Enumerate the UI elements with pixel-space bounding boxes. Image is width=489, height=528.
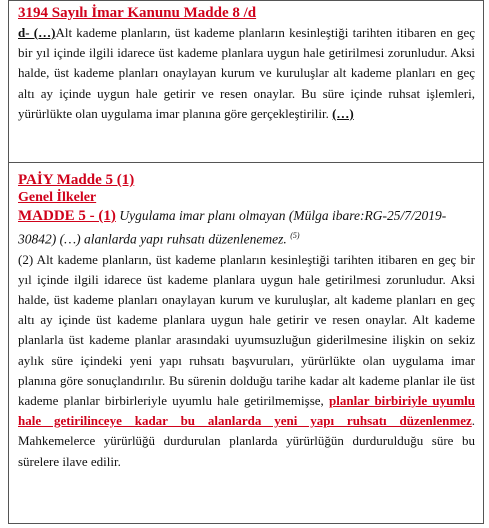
section2-subheading: Genel İlkeler bbox=[18, 190, 97, 205]
section1-body: Alt kademe planların, üst kademe planların kesinleştiği tarihten itibaren en geç bir yıl içinde ilgili idarece üst kademe planlara uygun hale getirilmesi zorunludur. Aksi halde, üst kademe planları onaylayan kurum ve kuruluşlar alt kademe planları en geç altı ay içinde uygun hale getirir ve resen onaylar. Bu süre içinde ruhsat işlemleri, yürürlükte olan uygulama imar planına göre gerçekleştirilir. bbox=[18, 25, 475, 121]
section2-highlight: planlar birbiriyle uyumlu hale getirilinceye kadar bu alanlarda yeni yapı ruhsatı düzenlenmez bbox=[18, 393, 475, 429]
section2-paragraph bbox=[18, 250, 475, 472]
madde-footnote-ref: (5) bbox=[290, 231, 300, 240]
section-paiy bbox=[8, 163, 484, 472]
section-imar-kanunu bbox=[8, 0, 484, 163]
section2-body-after: . Mahkemelerce yürürlüğü durdurulan planlarda yürürlüğün durdurulduğu süre bu sürelere ilave edilir. bbox=[18, 413, 475, 469]
section1-lead: d- (…) bbox=[18, 25, 56, 40]
madde-text: Uygulama imar planı olmayan (Mülga ibare:RG-25/7/2019-30842) (…) alanlarda yapı ruhsatı düzenlenemez. bbox=[18, 208, 447, 247]
madde-5-line bbox=[18, 206, 475, 250]
section1-heading: 3194 Sayılı İmar Kanunu Madde 8 /d bbox=[18, 5, 257, 21]
section2-body-before: (2) Alt kademe planların, üst kademe planların kesinleştiği tarihten itibaren en geç bir yıl içinde ilgili idarece üst kademe planlara uygun hale getirilmesi zorunludur. Aksi halde, üst kademe planları onaylayan kurum ve kuruluşlar, alt kademe planları en geç altı ay içinde üst kademe planlara uygun hale getirir ve resen onaylar. Alt kademe planlarla üst kademe planlar arasındaki uyumsuzluğun giderilmesine ilişkin on sekiz aylık süre içindeki yeni yapı ruhsatı başvuruları, yürürlükte olan uygulama imar planına göre sonuçlandırılır. Bu sürenin dolduğu tarihe kadar alt kademe planlar ile üst kademe planlar birbirleriyle uyumlu hale getirilmemişse, bbox=[18, 251, 475, 409]
section2-heading: PAİY Madde 5 (1) bbox=[18, 172, 135, 188]
madde-label: MADDE 5 - (1) bbox=[18, 208, 116, 224]
section1-paragraph bbox=[18, 23, 475, 124]
section1-end-mark: (…) bbox=[332, 105, 354, 121]
